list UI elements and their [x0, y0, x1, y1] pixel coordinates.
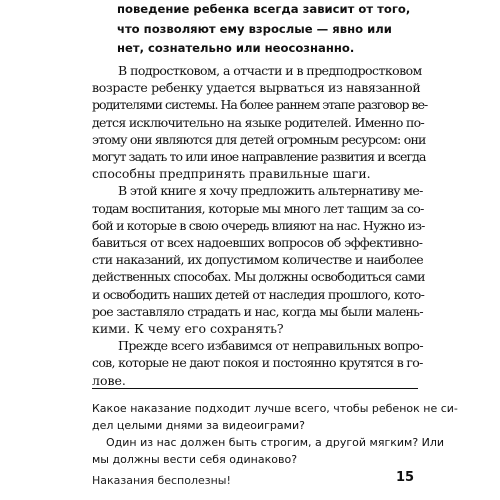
- body-text: [92, 62, 428, 389]
- paragraph-line: способны предпринять правильные шаги.: [92, 166, 371, 182]
- question-line: мы должны вести себя одинаково?: [92, 453, 298, 466]
- page-number: 15: [396, 470, 415, 485]
- question-line: Какое наказание подходит лучше всего, чтобы ребенок не си-: [92, 402, 458, 415]
- paragraph-line: и освободить наших детей от наследия прошлого, кото-: [92, 286, 425, 302]
- paragraph-line: действенных способах. Мы должны освободиться сами: [92, 269, 425, 285]
- paragraph-line: могут задать то или иное направление развития и всегда: [92, 149, 426, 165]
- paragraph-line: В этой книге я хочу предложить альтернативу ме-: [118, 183, 423, 199]
- quote-line: нет, сознательно или неосознанно.: [117, 41, 355, 55]
- paragraph-line: Прежде всего избавимся от неправильных вопро-: [118, 338, 424, 354]
- running-footer-title: Наказания бесполезны!: [92, 474, 231, 487]
- question-line: дел целыми днями за видеоиграми?: [92, 419, 305, 432]
- paragraph-line: В подростковом, а отчасти и в предподростковом: [118, 63, 422, 78]
- questions-block: [92, 400, 458, 468]
- quote-line: поведение ребенка всегда зависит от того,: [117, 2, 411, 16]
- paragraph-line: родителями системы. На более раннем этапе разговор ве-: [92, 97, 428, 113]
- quote-line: что позволяют ему взрослые — явно или: [117, 21, 392, 36]
- paragraph-line: кими. К чему его сохранять?: [92, 321, 284, 337]
- section-divider: [92, 388, 418, 389]
- highlighted-quote: [117, 0, 437, 59]
- paragraph-line: возрасте ребенку удается вырваться из навязанной: [92, 80, 421, 96]
- paragraph-line: бой и которые в свою очередь влияют на нас. Нужно из-: [92, 217, 425, 233]
- paragraph-line: этому они являются для детей огромным ресурсом: они: [92, 131, 426, 147]
- paragraph-line: лове.: [92, 372, 126, 388]
- paragraph-line: сов, которые не дают покоя и постоянно крутятся в го-: [92, 355, 423, 371]
- paragraph-line: бавиться от всех надоевших вопросов об эффективно-: [92, 235, 423, 251]
- paragraph-line: сти наказаний, их допустимом количестве и наиболее: [92, 252, 424, 268]
- paragraph-line: дется исключительно на языке родителей. Именно по-: [92, 114, 425, 130]
- question-line: Один из нас должен быть строгим, а другой мягким? Или: [106, 436, 445, 449]
- paragraph-line: рое заставляло страдать и нас, когда мы были малень-: [92, 303, 423, 319]
- paragraph-line: тодам воспитания, которые мы много лет тащим за со-: [92, 200, 424, 216]
